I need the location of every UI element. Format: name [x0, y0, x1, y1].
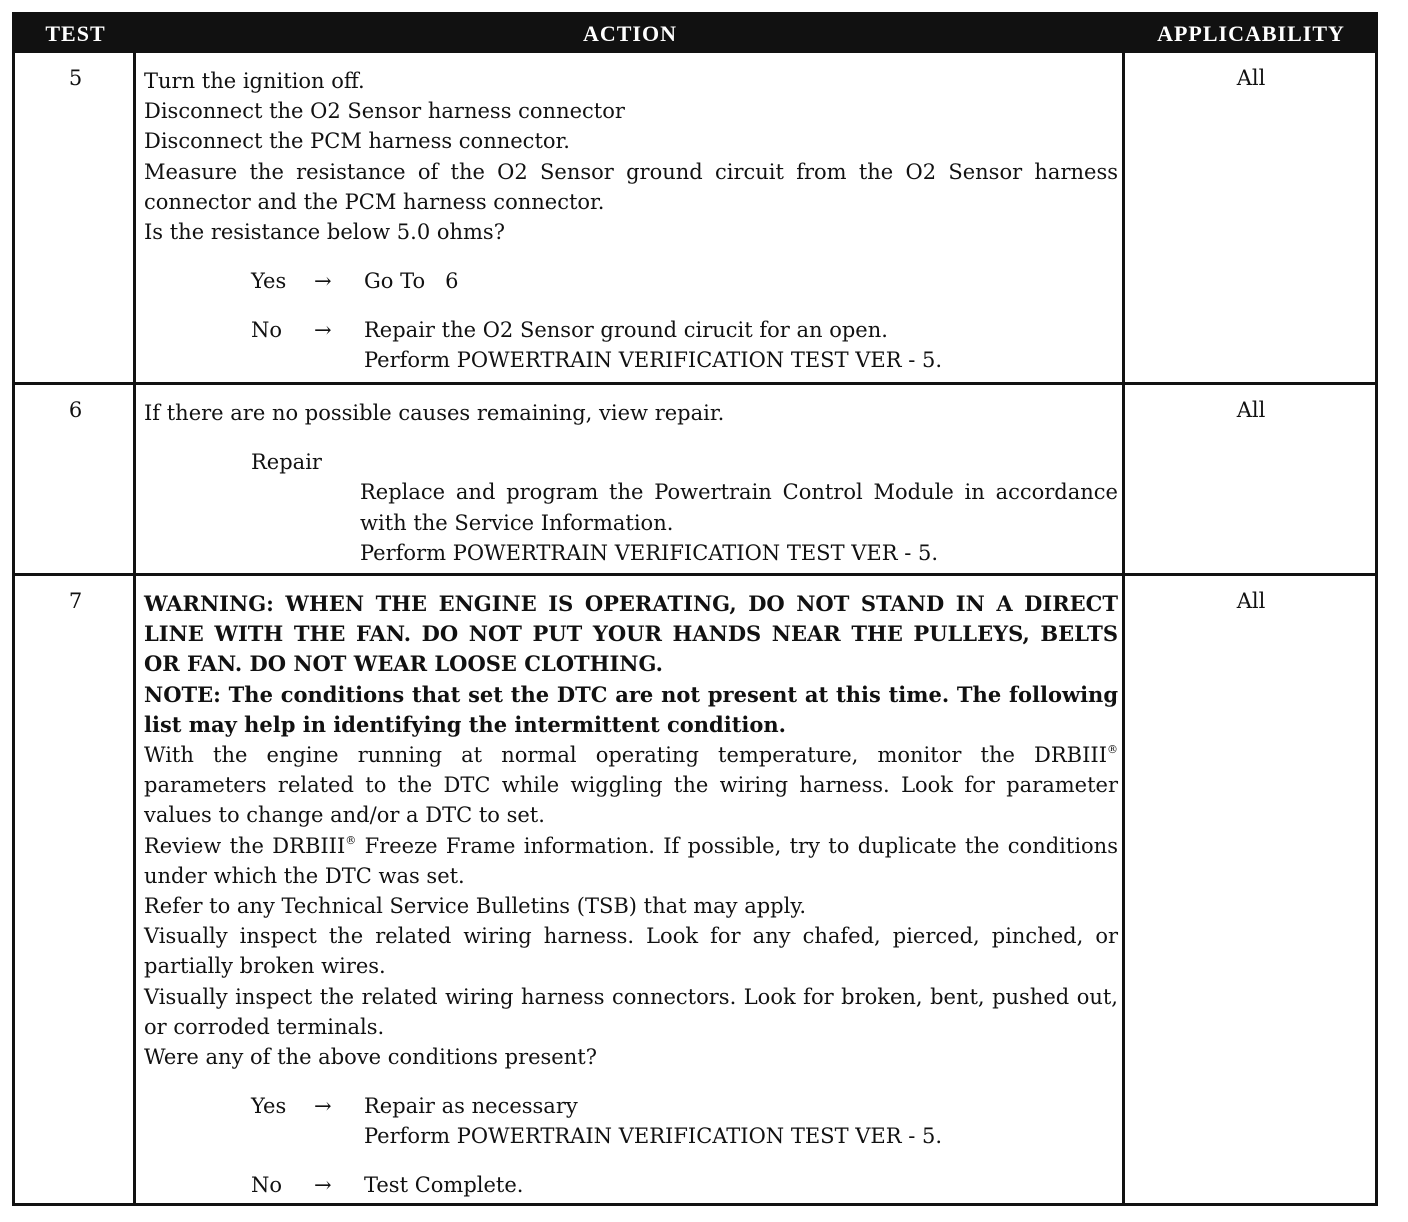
yes-label: Yes [251, 269, 287, 294]
action-text: Freeze Frame information. If possible, try to duplicate the conditions under which the DTC was set. [144, 833, 1118, 888]
arrow-right-icon: → [314, 1173, 332, 1198]
repair-line: Perform POWERTRAIN VERIFICATION TEST VER - 5. [360, 540, 939, 565]
action-line: Measure the resistance of the O2 Sensor ground circuit from the O2 Sensor harness connector and the PCM harness connector. [144, 159, 1118, 214]
action-cell [144, 589, 1118, 1200]
action-line: Is the resistance below 5.0 ohms? [144, 220, 505, 245]
no-branch [144, 1170, 1118, 1200]
header-applicability: APPLICABILITY [1157, 21, 1345, 46]
header-test: TEST [45, 21, 106, 46]
test-number: 6 [68, 398, 83, 422]
action-line: Disconnect the PCM harness connector. [144, 129, 570, 154]
table-header [15, 15, 1375, 53]
arrow-right-icon: → [314, 318, 332, 343]
action-line: Visually inspect the related wiring harness. Look for any chafed, pierced, pinched, or partially broken wires. [144, 924, 1118, 979]
action-cell [144, 66, 1118, 375]
arrow-right-icon: → [314, 269, 332, 294]
repair-label: Repair [251, 450, 322, 475]
test-number: 7 [68, 589, 83, 613]
note-text: NOTE: The conditions that set the DTC are not present at this time. The following list may help in identifying the intermittent condition. [144, 681, 1118, 737]
no-result-verification: Perform POWERTRAIN VERIFICATION TEST VER - 5. [364, 348, 943, 373]
no-label: No [251, 1173, 283, 1198]
action-line [144, 740, 1118, 831]
action-line: Were any of the above conditions present? [144, 1045, 597, 1070]
no-result: Repair the O2 Sensor ground cirucit for an open. [364, 318, 888, 343]
action-text: With the engine running at normal operating temperature, monitor the DRBIII [144, 743, 1107, 768]
registered-mark: ® [345, 833, 357, 847]
action-line: Visually inspect the related wiring harness connectors. Look for broken, bent, pushed out, or corroded terminals. [144, 984, 1118, 1039]
action-text: parameters related to the DTC while wiggling the wiring harness. Look for parameter values to change and/or a DTC to set. [144, 773, 1118, 828]
arrow-right-icon: → [314, 1094, 332, 1119]
diagnostic-test-table [12, 12, 1378, 1206]
yes-result: Go To 6 [364, 269, 459, 294]
action-line: Refer to any Technical Service Bulletins (TSB) that may apply. [144, 894, 807, 919]
action-text: Review the DRBIII [144, 833, 346, 858]
action-cell [144, 398, 1118, 568]
applicability-value: All [1236, 589, 1266, 613]
registered-mark: ® [1107, 743, 1118, 757]
table-row-test-5 [15, 53, 1375, 382]
action-line: Turn the ignition off. [144, 69, 365, 93]
action-line: If there are no possible causes remaining, view repair. [144, 401, 725, 425]
no-branch [144, 315, 1118, 375]
action-line: Disconnect the O2 Sensor harness connector [144, 99, 625, 124]
table-row-test-6 [15, 385, 1375, 573]
applicability-value: All [1236, 66, 1266, 90]
no-label: No [251, 318, 283, 343]
yes-label: Yes [251, 1094, 287, 1119]
applicability-value: All [1236, 398, 1266, 422]
test-number: 5 [68, 66, 83, 90]
no-result: Test Complete. [364, 1173, 524, 1198]
yes-branch [144, 1091, 1118, 1151]
yes-result: Repair as necessary [364, 1094, 578, 1119]
header-action: ACTION [582, 21, 677, 46]
warning-text: WARNING: WHEN THE ENGINE IS OPERATING, DO NOT STAND IN A DIRECT LINE WITH THE FAN. DO NOT PUT YOUR HANDS NEAR THE PULLEYS, BELTS OR FAN. DO NOT WEAR LOOSE CLOTHING. [144, 591, 1118, 677]
table-row-test-7 [15, 576, 1375, 1206]
action-line [144, 831, 1118, 891]
repair-line: Replace and program the Powertrain Control Module in accordance with the Service Information. [360, 480, 1118, 535]
yes-branch [144, 266, 1118, 296]
yes-result-verification: Perform POWERTRAIN VERIFICATION TEST VER - 5. [364, 1124, 943, 1149]
